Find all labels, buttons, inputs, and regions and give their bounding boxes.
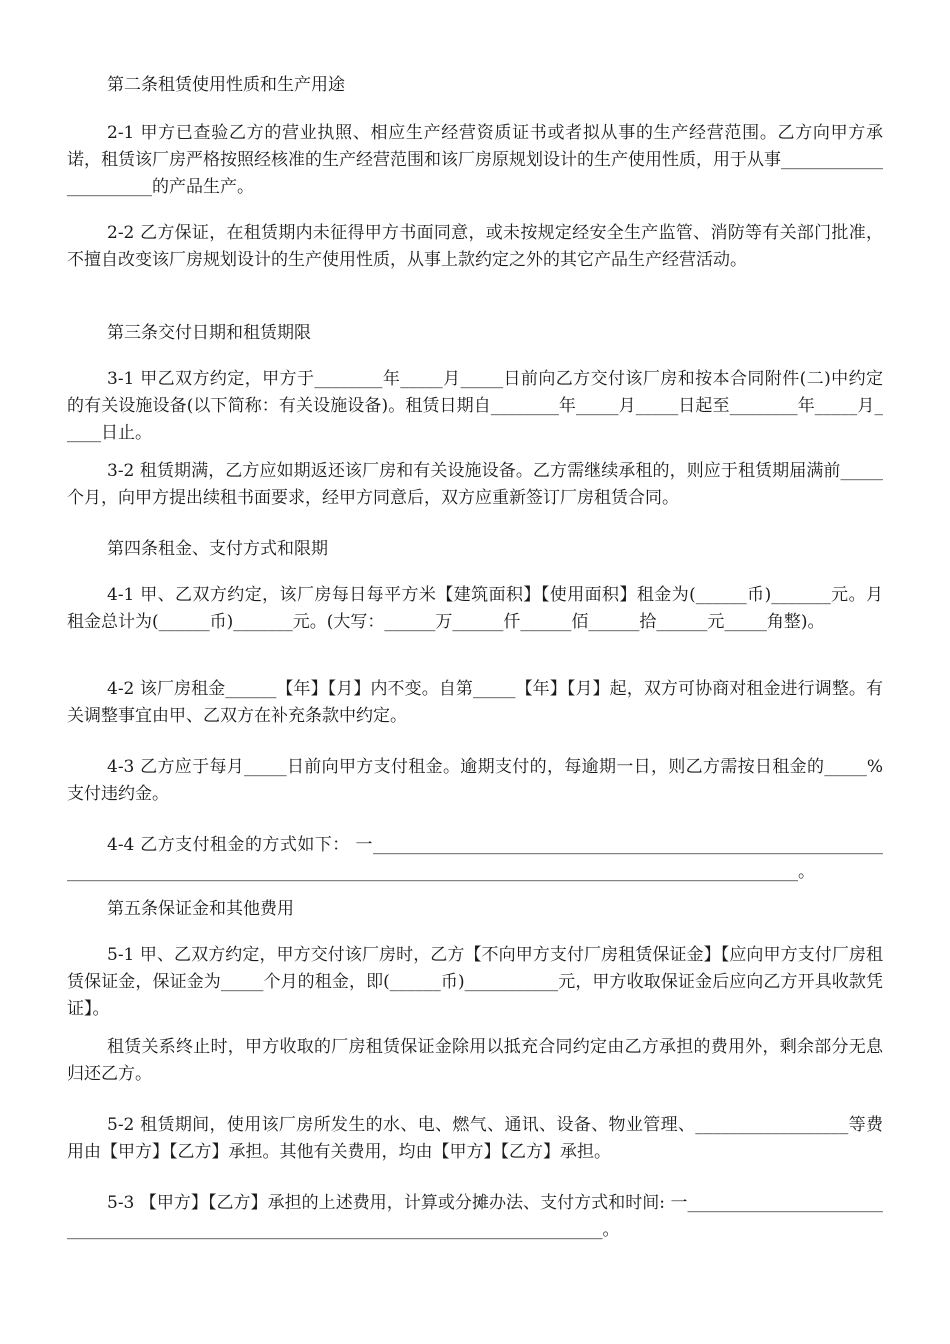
article-5-heading: 第五条保证金和其他费用 xyxy=(107,899,294,919)
clause-3-1: 3-1 甲乙双方约定，甲方于________年_____月_____日前向乙方交付该厂房和按本合同附件(二)中约定的有关设施设备(以下简称：有关设施设备)。租赁日期自________年_____月_____日起至________年_____月_____日止。 xyxy=(67,369,883,443)
article-4-heading: 第四条租金、支付方式和限期 xyxy=(107,539,328,559)
clause-5-1: 5-1 甲、乙双方约定，甲方交付该厂房时，乙方【不向甲方支付厂房租赁保证金】【应向甲方支付厂房租赁保证金，保证金为_____个月的租金，即(______币)___________元，甲方收取保证金后应向乙方开具收款凭证】。 xyxy=(67,945,883,1019)
clause-4-2: 4-2 该厂房租金______【年】【月】内不变。自第_____【年】【月】起，双方可协商对租金进行调整。有关调整事宜由甲、乙双方在补充条款中约定。 xyxy=(67,679,883,726)
clause-4-1: 4-1 甲、乙双方约定，该厂房每日每平方米【建筑面积】【使用面积】租金为(______币)_______元。月租金总计为(______币)_______元。(大写：______万______仟______佰______拾______元_____角整)。 xyxy=(67,585,883,632)
deposit-return-clause: 租赁关系终止时，甲方收取的厂房租赁保证金除用以抵充合同约定由乙方承担的费用外，剩余部分无息归还乙方。 xyxy=(67,1037,883,1084)
article-2-heading: 第二条租赁使用性质和生产用途 xyxy=(107,75,345,95)
clause-3-2: 3-2 租赁期满，乙方应如期返还该厂房和有关设施设备。乙方需继续承租的，则应于租赁期届满前_____个月，向甲方提出续租书面要求，经甲方同意后，双方应重新签订厂房租赁合同。 xyxy=(67,461,883,508)
clause-2-1: 2-1 甲方已查验乙方的营业执照、相应生产经营资质证书或者拟从事的生产经营范围。乙方向甲方承诺，租赁该厂房严格按照经核准的生产经营范围和该厂房原规划设计的生产使用性质，用于从事______________________的产品生产。 xyxy=(67,123,883,197)
clause-5-2: 5-2 租赁期间，使用该厂房所发生的水、电、燃气、通讯、设备、物业管理、__________________等费用由【甲方】【乙方】承担。其他有关费用，均由【甲方】【乙方】承担。 xyxy=(67,1115,883,1162)
article-3-heading: 第三条交付日期和租赁期限 xyxy=(107,323,311,343)
clause-2-2: 2-2 乙方保证，在租赁期内未征得甲方书面同意，或未按规定经安全生产监管、消防等有关部门批准，不擅自改变该厂房规划设计的生产使用性质，从事上款约定之外的其它产品生产经营活动。 xyxy=(67,223,883,270)
clause-5-3: 5-3 【甲方】【乙方】承担的上述费用，计算或分摊办法、支付方式和时间: 一______________________________________________________________________________________。 xyxy=(67,1193,883,1240)
clause-4-4: 4-4 乙方支付租金的方式如下： 一__________________________________________________________________________________________________________________________________________________。 xyxy=(67,835,883,882)
clause-4-3: 4-3 乙方应于每月_____日前向甲方支付租金。逾期支付的，每逾期一日，则乙方需按日租金的_____%支付违约金。 xyxy=(67,757,883,804)
